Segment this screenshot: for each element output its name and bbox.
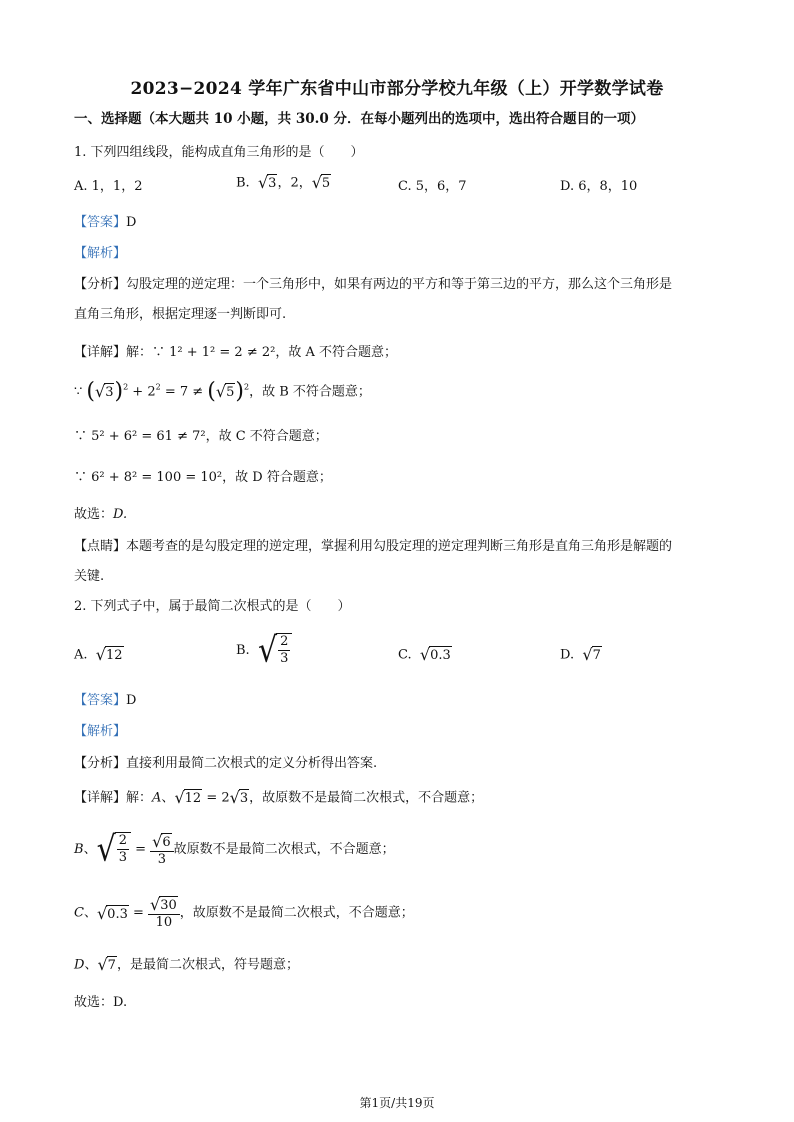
q1-stem: 1. 下列四组线段，能构成直角三角形的是（ ） <box>74 145 364 160</box>
q1-option-a: A. 1，1，2 <box>74 179 143 194</box>
q1-option-d: D. 6，8，10 <box>560 179 638 194</box>
q1-detail-c: ∵ 5² + 6² = 61 ≠ 7²，故 C 不符合题意； <box>74 429 328 444</box>
q1-detail-b: ∵ ( √ 3 )$^2 + 2^2 = 7$ ≠ ( √ 5 )$^2$，故 B 不符合题意； <box>74 379 371 404</box>
q2-detail-d: D、 √ 7 ，是最简二次根式，符号题意； <box>74 955 299 974</box>
q2-option-b: B. √ $\frac{2}{3}$ <box>236 633 292 669</box>
q1-choose: 故选：D. <box>74 507 128 522</box>
q1-fenxi-line2: 直角三角形，根据定理逐一判断即可. <box>74 307 287 322</box>
q1-option-c: C. 5，6，7 <box>398 179 467 194</box>
q2-choose: 故选：D. <box>74 995 128 1010</box>
q1-fenxi-line1: 【分析】勾股定理的逆定理：一个三角形中，如果有两边的平方和等于第三边的平方，那么这个三角形是 <box>74 277 673 292</box>
q1-dianjing-line2: 关键. <box>74 569 105 584</box>
q1-dianjing-line1: 【点睛】本题考查的是勾股定理的逆定理，掌握利用勾股定理的逆定理判断三角形是直角三角形是解题的 <box>74 539 673 554</box>
q2-stem: 2. 下列式子中，属于最简二次根式的是（ ） <box>74 599 351 614</box>
q2-fenxi: 【分析】直接利用最简二次根式的定义分析得出答案. <box>74 756 378 771</box>
q2-option-d: D. √ 7 <box>560 645 601 664</box>
q2-detail-b: B、 √ $\frac{2}{3}$ = √ 6 3 故原数不是最简二次根式，不合题意； <box>74 829 395 870</box>
q2-detail-c: C、 √ 0.3 = √ 30 10 ，故原数不是最简二次根式，不合题意； <box>74 895 414 930</box>
q1-analysis-tag: 【解析】 <box>74 246 127 261</box>
q1-answer: 【答案】D <box>74 215 137 230</box>
q1-option-b: B. √ 3 ，2， √ 5 <box>236 173 331 192</box>
section-heading: 一、选择题（本大题共 10 小题，共 30.0 分．在每小题列出的选项中，选出符合题目的一项） <box>74 111 644 127</box>
q1-detail-d: ∵ 6² + 8² = 100 = 10²，故 D 符合题意； <box>74 470 332 485</box>
q2-answer: 【答案】D <box>74 693 137 708</box>
q2-detail-a: 【详解】解：A、 √ 12 = 2 √ 3 ，故原数不是最简二次根式，不合题意； <box>74 788 484 807</box>
q2-analysis-tag: 【解析】 <box>74 724 127 739</box>
q2-option-a: A. √ 12 <box>74 645 123 664</box>
page-footer: 第1页/共19页 <box>359 1096 435 1110</box>
page-title: 2023−2024 学年广东省中山市部分学校九年级（上）开学数学试卷 <box>130 79 664 99</box>
q2-option-c: C. √ 0.3 <box>398 645 451 664</box>
q1-detail-a: 【详解】解：∵ 1² + 1² = 2 ≠ 2²，故 A 不符合题意； <box>74 345 397 360</box>
